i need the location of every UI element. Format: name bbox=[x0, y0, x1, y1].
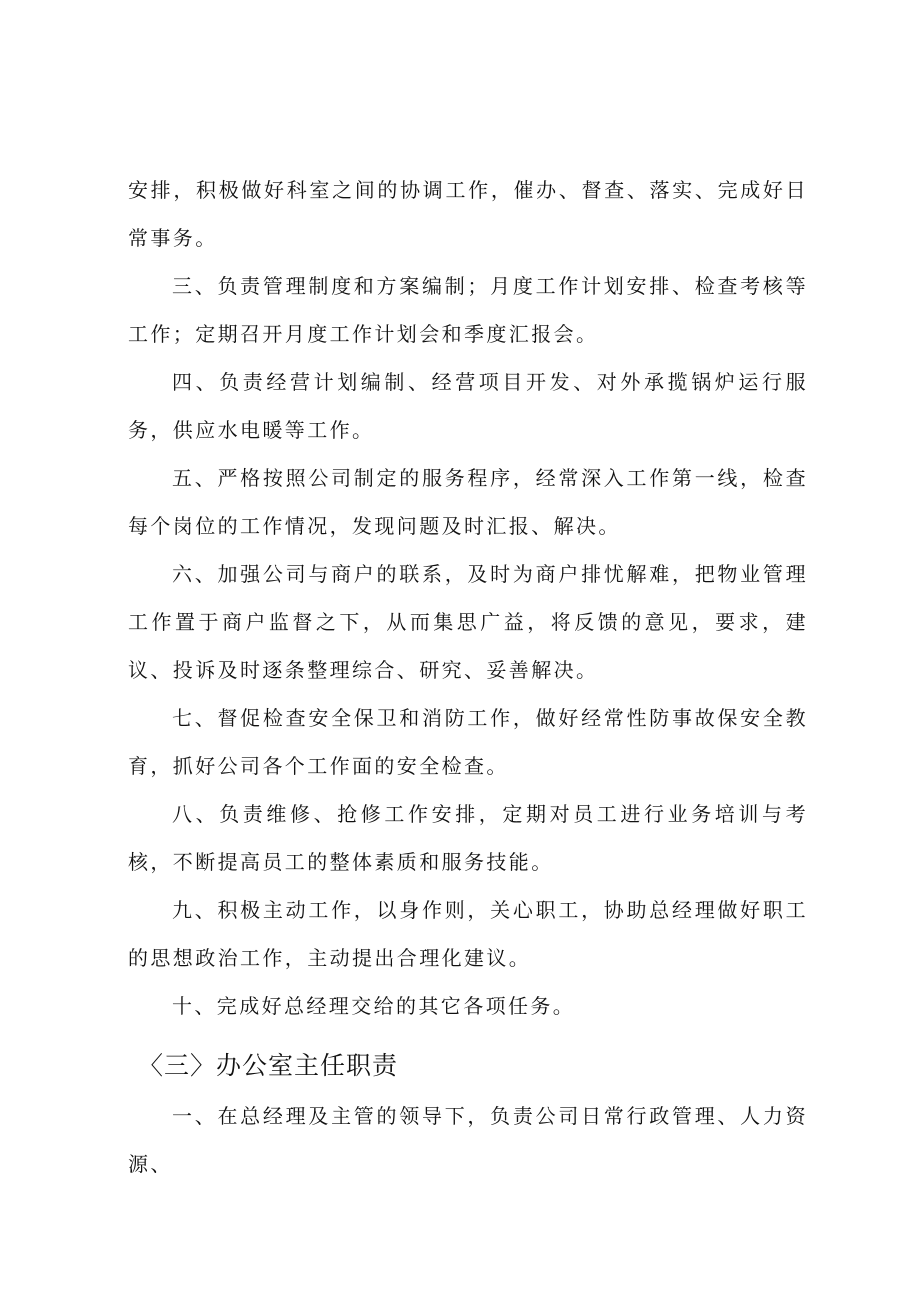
duty-item-8: 八、负责维修、抢修工作安排，定期对员工进行业务培训与考核，不断提高员工的整体素质和服务技能。 bbox=[128, 802, 808, 874]
continued-paragraph: 安排，积极做好科室之间的协调工作，催办、督查、落实、完成好日常事务。 bbox=[128, 178, 808, 250]
duty-item-10: 十、完成好总经理交给的其它各项任务。 bbox=[172, 994, 576, 1018]
section-heading: 〈三〉办公室主任职责 bbox=[138, 1051, 399, 1080]
duty-item-9: 九、积极主动工作，以身作则，关心职工，协助总经理做好职工的思想政治工作，主动提出合理化建议。 bbox=[128, 898, 808, 970]
duty-item-6: 六、加强公司与商户的联系，及时为商户排忧解难，把物业管理工作置于商户监督之下，从而集思广益，将反馈的意见，要求，建议、投诉及时逐条整理综合、研究、妥善解决。 bbox=[128, 562, 808, 682]
document-body bbox=[128, 166, 808, 1188]
duty-item-5: 五、严格按照公司制定的服务程序，经常深入工作第一线，检查每个岗位的工作情况，发现问题及时汇报、解决。 bbox=[128, 466, 808, 538]
duty-item-3: 三、负责管理制度和方案编制；月度工作计划安排、检查考核等工作；定期召开月度工作计划会和季度汇报会。 bbox=[128, 274, 808, 346]
duty-item-4: 四、负责经营计划编制、经营项目开发、对外承揽锅炉运行服务，供应水电暖等工作。 bbox=[128, 370, 808, 442]
duty-item-7: 七、督促检查安全保卫和消防工作，做好经常性防事故保安全教育，抓好公司各个工作面的安全检查。 bbox=[128, 706, 808, 778]
office-director-duty-1: 一、在总经理及主管的领导下，负责公司日常行政管理、人力资源、 bbox=[128, 1104, 808, 1176]
